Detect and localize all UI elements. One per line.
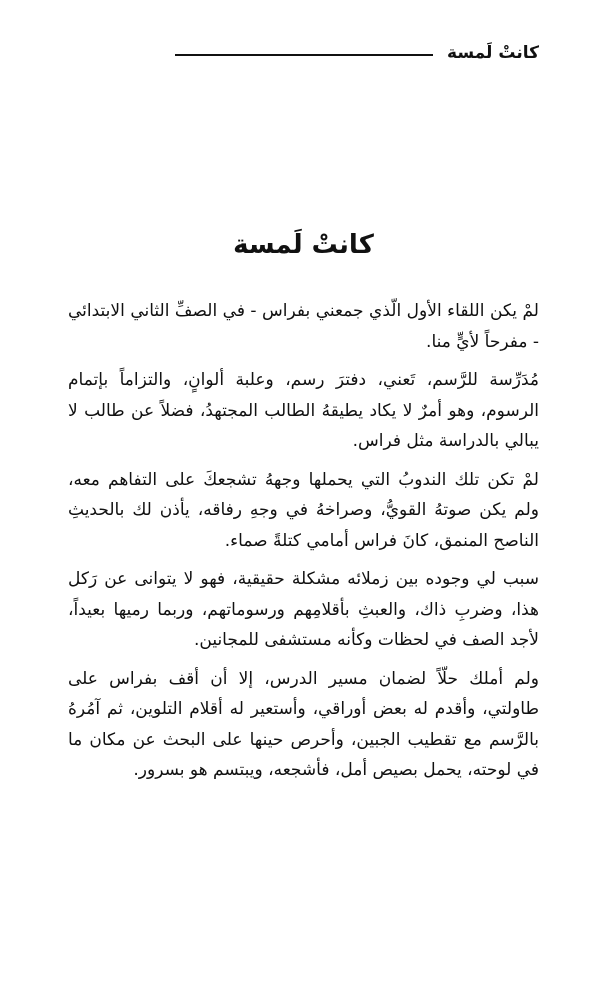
paragraph: مُدَرِّسة للرَّسم، تَعني، دفترَ رسم، وعلبة ألوانٍ، والتزاماً بإتمام الرسوم، وهو أمرٌ لا يكاد يطيقهُ الطالب المجتهدُ، فضلاً عن طالب لا يبالي بالدراسة مثل فراس. — [68, 370, 539, 451]
body-text — [68, 296, 539, 794]
header-rule — [175, 54, 433, 56]
paragraph: ولم أملك حلّاً لضمان مسير الدرس، إلا أن أقف بفراس على طاولتي، وأقدم له بعض أوراقي، وأستعير له أقلام التلوين، ثم آمُرهُ بالرَّسم مع تقطيب الجبين، وأحرص حينها على البحث عن مكان ما في لوحته، يحمل بصيص أمل، فأشجعه، ويبتسم هو بسرور. — [68, 668, 539, 780]
paragraph: لمْ يكن اللقاء الأول الّذي جمعني بفراس - في الصفِّ الثاني الابتدائي - مفرحاً لأيٍّ منا. — [68, 301, 539, 352]
running-title: كانتْ لَمسة — [447, 43, 539, 63]
chapter-title: كانتْ لَمسة — [233, 230, 374, 260]
paragraph: لمْ تكن تلك الندوبُ التي يحملها وجههُ تشجعكَ على التفاهم معه، ولم يكن صوتهُ القويُّ، وصراخهُ في وجهِ رفاقه، يأذن لك بالحديثِ الناصح المنمق، كانَ فراس أمامي كتلةً صماء. — [68, 469, 539, 551]
paragraph: سبب لي وجوده بين زملائه مشكلة حقيقية، فهو لا يتوانى عن رَكل هذا، وضربِ ذاك، والعبثِ بأقلامِهم ورسوماتهم، وربما رميها بعيداً، لأجد الصف في لحظات وكأنه مستشفى للمجانين. — [68, 569, 539, 650]
running-header — [175, 38, 539, 68]
